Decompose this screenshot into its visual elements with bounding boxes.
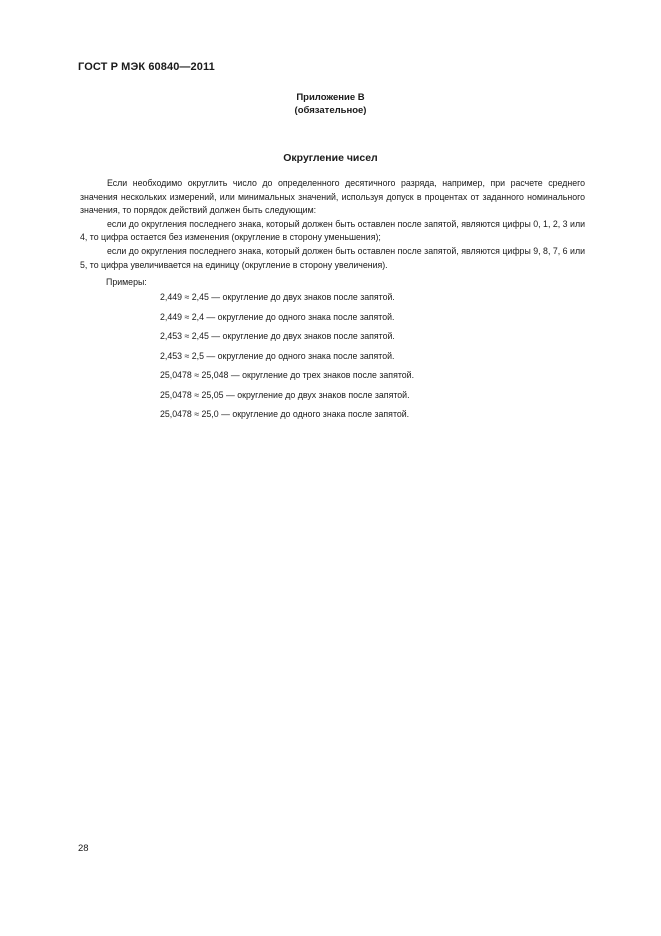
paragraph-round-down: если до округления последнего знака, который должен быть оставлен после запятой, являются цифры 0, 1, 2, 3 или 4, то цифра остается без изменения (округление в сторону уменьшения); — [80, 218, 585, 243]
page-number: 28 — [78, 843, 89, 854]
examples-list — [160, 291, 414, 428]
appendix-status: (обязательное) — [294, 105, 367, 116]
example-item: 2,453 ≈ 2,45 — округление до двух знаков после запятой. — [160, 331, 395, 341]
example-item: 2,453 ≈ 2,5 — округление до одного знака после запятой. — [160, 350, 395, 361]
paragraph-round-up: если до округления последнего знака, который должен быть оставлен после запятой, являются цифры 9, 8, 7, 6 или 5, то цифра увеличивается на единицу (округление в сторону увеличения). — [80, 245, 585, 270]
section-title: Округление чисел — [283, 152, 378, 164]
appendix-title: Приложение В — [296, 92, 365, 103]
example-item: 25,0478 ≈ 25,0 — округление до одного знака после запятой. — [160, 409, 410, 419]
example-item: 25,0478 ≈ 25,05 — округление до двух знаков после запятой. — [160, 389, 410, 400]
example-item: 2,449 ≈ 2,4 — округление до одного знака после запятой. — [160, 311, 395, 322]
example-item: 25,0478 ≈ 25,048 — округление до трех знаков после запятой. — [160, 370, 415, 380]
paragraph-intro: Если необходимо округлить число до определенного десятичного разряда, например, при расчете среднего значения нескольких измерений, или минимальных значений, используя допуск в процентах от заданного номинального значения, то порядок действий должен быть следующим: — [80, 178, 585, 216]
document-header: ГОСТ Р МЭК 60840—2011 — [78, 61, 215, 73]
appendix-heading — [0, 91, 661, 117]
example-item: 2,449 ≈ 2,45 — округление до двух знаков после запятой. — [160, 292, 395, 302]
examples-label: Примеры: — [106, 277, 147, 287]
body-text — [80, 177, 585, 272]
